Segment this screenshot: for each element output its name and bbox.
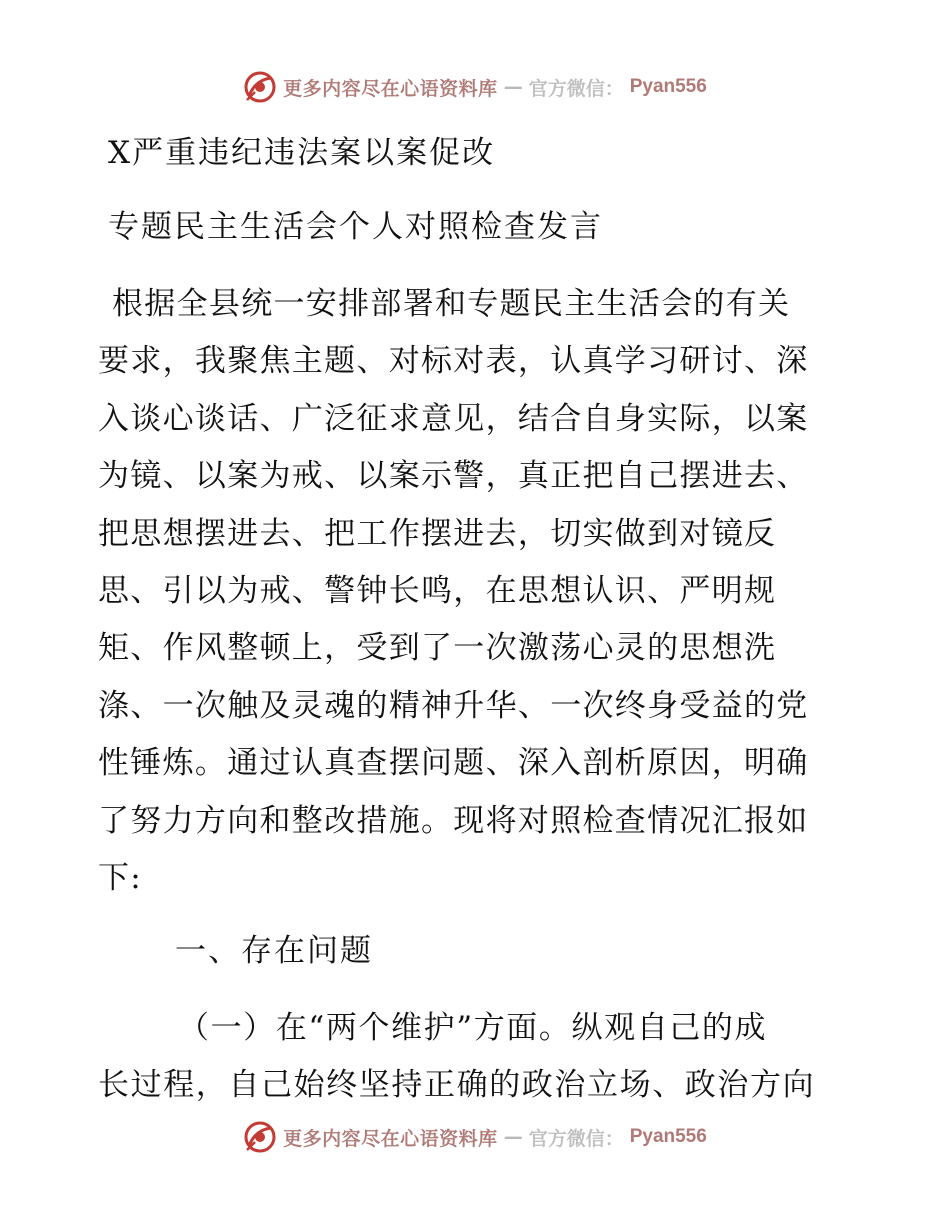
paragraph-line: （一）在“两个维护”方面。纵观自己的成 — [178, 1010, 768, 1046]
watermark-wechat-id: Pyan556 — [629, 76, 707, 97]
section-paragraph — [98, 1000, 858, 1115]
intro-paragraph — [98, 276, 858, 907]
paragraph-line: 思、引以为戒、警钟长鸣，在思想认识、严明规 — [98, 573, 777, 610]
watermark-separator: — — [503, 76, 523, 98]
paragraph-line: 矩、作风整顿上，受到了一次激荡心灵的思想洗 — [98, 630, 777, 667]
watermark-brand-text: 更多内容尽在心语资料库 — [283, 1127, 498, 1150]
section-heading: 一、存在问题 — [175, 933, 373, 969]
seal-logo-icon — [243, 70, 277, 104]
watermark-brand-text: 更多内容尽在心语资料库 — [283, 77, 498, 100]
paragraph-line: 长过程，自己始终坚持正确的政治立场、政治方向 — [98, 1067, 816, 1104]
paragraph-line: 根据全县统一安排部署和专题民主生活会的有关 — [112, 286, 791, 322]
paragraph-line: 涤、一次触及灵魂的精神升华、一次终身受益的党 — [98, 687, 809, 724]
paragraph-line: 性锤炼。通过认真查摆问题、深入剖析原因，明确 — [98, 745, 809, 782]
watermark-official-label: 官方微信： — [528, 1127, 624, 1150]
watermark-official-label: 官方微信： — [528, 77, 624, 100]
watermark-banner-top — [0, 70, 950, 104]
paragraph-line: 入谈心谈话、广泛征求意见，结合自身实际，以案 — [98, 400, 809, 437]
watermark-wechat-id: Pyan556 — [629, 1126, 707, 1147]
seal-logo-icon — [243, 1120, 277, 1154]
paragraph-line: 下: — [98, 860, 143, 897]
document-title-line1: X严重违纪违法案以案促改 — [108, 135, 496, 171]
paragraph-line: 要求，我聚焦主题、对标对表，认真学习研讨、深 — [98, 343, 809, 380]
paragraph-line: 了努力方向和整改措施。现将对照检查情况汇报如 — [98, 802, 809, 839]
watermark-banner-bottom — [0, 1120, 950, 1154]
watermark-content — [243, 70, 707, 104]
watermark-separator: — — [503, 1126, 523, 1148]
watermark-content — [243, 1120, 707, 1154]
paragraph-line: 为镜、以案为戒、以案示警，真正把自己摆进去、 — [98, 458, 809, 495]
paragraph-line: 把思想摆进去、把工作摆进去，切实做到对镜反 — [98, 515, 777, 552]
document-title-line2: 专题民主生活会个人对照检查发言 — [108, 209, 603, 245]
